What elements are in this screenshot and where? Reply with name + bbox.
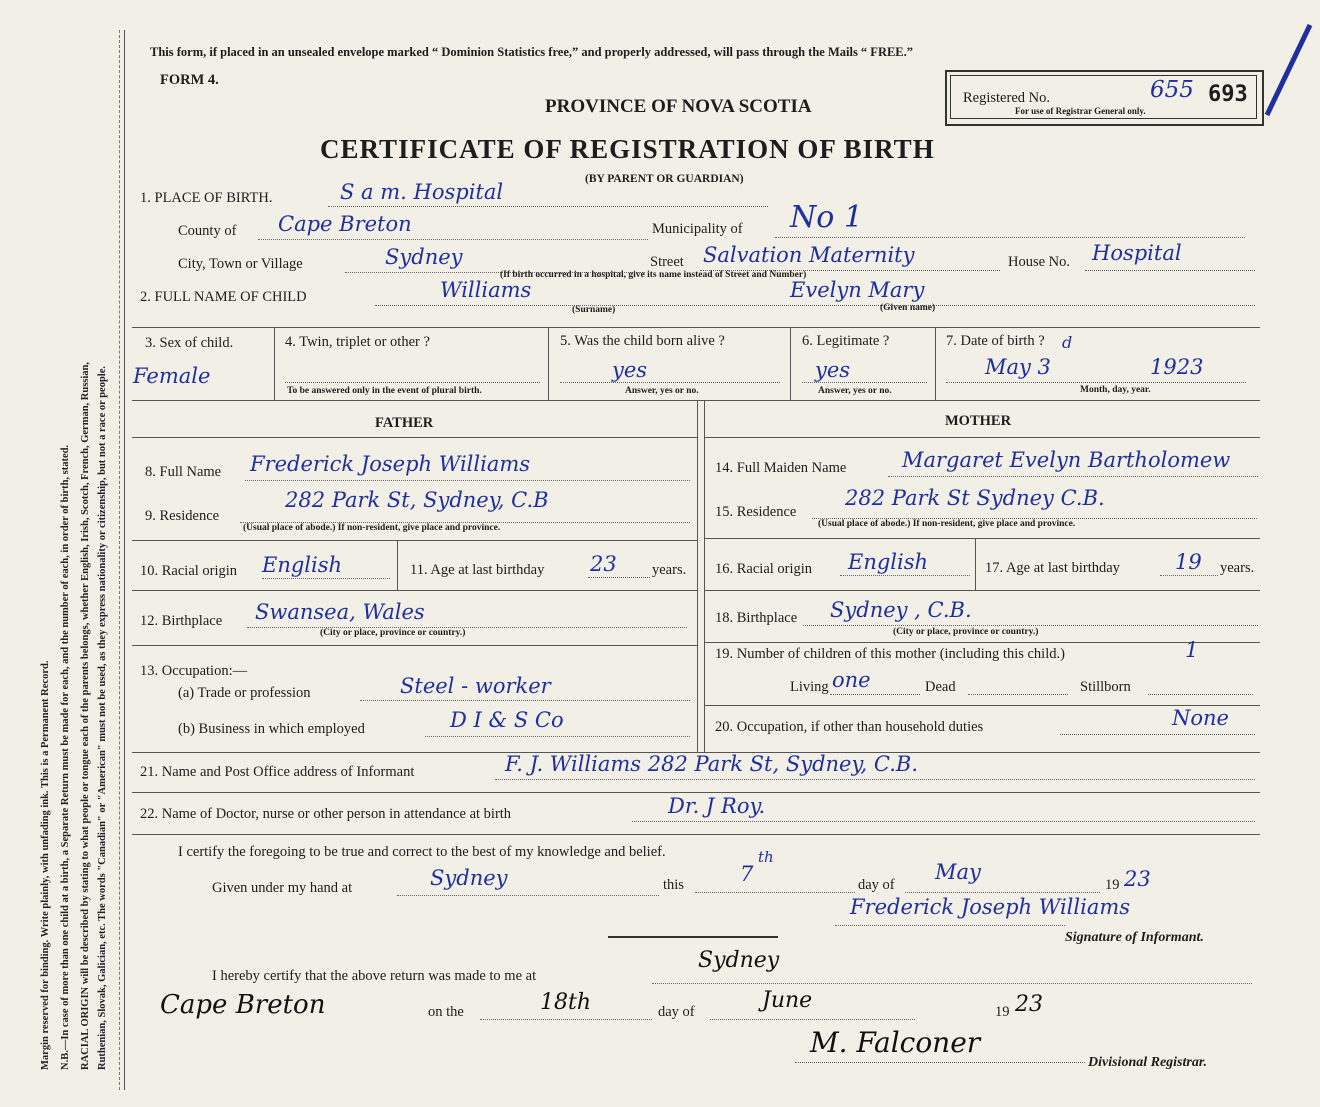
mother-age-value: 19 [1175, 550, 1202, 574]
col-divider-2 [548, 327, 549, 400]
given-day-suffix: th [758, 848, 774, 866]
children-count-value: 1 [1185, 638, 1199, 662]
parents-divider-b [704, 400, 705, 752]
mother-name-label: 14. Full Maiden Name [715, 460, 847, 476]
father-row-rule-3 [132, 645, 697, 646]
child-name-label: 2. FULL NAME OF CHILD [140, 289, 307, 305]
given-month-value: May [935, 860, 981, 884]
signature-caption: Signature of Informant. [1065, 930, 1204, 945]
registered-label: Registered No. [963, 90, 1050, 106]
county-label: County of [178, 223, 237, 239]
child-surname-value: Williams [440, 278, 532, 302]
twin-line [285, 382, 540, 383]
stillborn-line [1148, 694, 1253, 695]
mother-occupation-label: 20. Occupation, if other than household duties [715, 719, 984, 735]
sex-label: 3. Sex of child. [145, 335, 234, 351]
alive-note: Answer, yes or no. [625, 386, 699, 396]
father-age-label: 11. Age at last birthday [410, 562, 545, 578]
divisional-registrar-caption: Divisional Registrar. [1088, 1055, 1208, 1070]
alive-label: 5. Was the child born alive ? [560, 333, 725, 349]
place-of-birth-label: 1. PLACE OF BIRTH. [140, 190, 273, 206]
street-value: Salvation Maternity [703, 243, 915, 267]
table-top-border [132, 327, 1260, 328]
place-of-birth-line [328, 206, 768, 207]
mother-occupation-value: None [1172, 706, 1229, 730]
reg-year-value: 23 [1015, 992, 1043, 1017]
year-prefix-label: 19 [1105, 877, 1120, 893]
reg-day-value: 18th [540, 990, 592, 1015]
mother-abode-note: (Usual place of abode.) If non-resident, give place and province. [818, 519, 1076, 529]
mother-age-label: 17. Age at last birthday [985, 560, 1120, 576]
registrar-signature-line [795, 1062, 1085, 1063]
city-label: City, Town or Village [178, 256, 303, 272]
dob-line [946, 382, 1246, 383]
binding-margin-line [119, 30, 121, 1090]
given-day-value: 7 [740, 862, 754, 886]
father-race-label: 10. Racial origin [140, 563, 238, 579]
given-at-value: Sydney [430, 866, 508, 890]
father-birthplace-value: Swansea, Wales [255, 600, 425, 624]
this-label: this [663, 877, 684, 893]
hereby-statement: I hereby certify that the above return was made to me at [212, 968, 537, 984]
child-given-value: Evelyn Mary [790, 278, 925, 302]
dead-line [968, 694, 1068, 695]
house-label: House No. [1008, 254, 1071, 270]
given-month-line [905, 892, 1100, 893]
margin-note-2: N.B.—In case of more than one child at a birth, a Separate Return must be made for each, and the number of each, in order of birth, stated. [60, 444, 71, 1070]
dead-label: Dead [925, 679, 956, 695]
county-value: Cape Breton [278, 212, 412, 236]
col-divider-1 [274, 327, 275, 400]
father-race-line [262, 578, 390, 579]
margin-note-3: RACIAL ORIGIN will be described by stating to what people or tongue each of the parents belongs, whether English, Irish, Scotch, French, German, Russian, [80, 361, 91, 1070]
twin-note: To be answered only in the event of plural birth. [287, 386, 482, 396]
mother-header-rule [704, 437, 1260, 438]
col-divider-4 [935, 327, 936, 400]
municipality-label: Municipality of [652, 221, 743, 237]
mother-row-rule-2 [704, 590, 1260, 591]
registrar-county-value: Cape Breton [160, 990, 326, 1020]
mother-heading: MOTHER [945, 413, 1012, 429]
given-day-line [695, 892, 855, 893]
business-value: D I & S Co [450, 708, 564, 732]
house-line [1085, 270, 1255, 271]
father-birthplace-line [247, 627, 687, 628]
given-year-value: 23 [1124, 867, 1151, 891]
father-race-value: English [262, 553, 343, 577]
living-value: one [832, 668, 871, 692]
occupation-label: 13. Occupation:— [140, 663, 248, 679]
mother-years-label: years. [1220, 560, 1255, 576]
municipality-line [775, 237, 1245, 238]
dob-note: Month, day, year. [1080, 385, 1151, 395]
father-birthplace-label: 12. Birthplace [140, 613, 223, 629]
dob-month-day-value: May 3 [985, 355, 1051, 379]
reg-month-value: June [762, 988, 813, 1013]
row-rule-22 [132, 834, 1260, 835]
father-race-age-divider [397, 540, 398, 590]
parents-divider-a [697, 400, 698, 752]
father-name-label: 8. Full Name [145, 464, 222, 480]
father-abode-note: (Usual place of abode.) If non-resident, give place and province. [243, 523, 501, 533]
father-bp-note: (City or place, province or country.) [320, 628, 466, 638]
registrar-place-line [652, 983, 1252, 984]
father-row-rule-1 [132, 540, 697, 541]
twin-label: 4. Twin, triplet or other ? [285, 334, 430, 350]
municipality-value: No 1 [790, 200, 863, 235]
doctor-value: Dr. J Roy. [668, 794, 766, 818]
living-label: Living [790, 679, 829, 695]
children-count-label: 19. Number of children of this mother (including this child.) [715, 646, 1065, 662]
row-rule-21 [132, 792, 1260, 793]
mother-name-line [888, 476, 1258, 477]
legitimate-note: Answer, yes or no. [818, 386, 892, 396]
mother-race-value: English [848, 550, 929, 574]
year-prefix-label-2: 19 [995, 1004, 1010, 1020]
postal-note: This form, if placed in an unsealed envelope marked “ Dominion Statistics free,” and properly addressed, will pass through the Mails “ FREE.” [150, 45, 914, 59]
father-residence-label: 9. Residence [145, 508, 220, 524]
certificate-title: CERTIFICATE OF REGISTRATION OF BIRTH [320, 134, 935, 164]
registrar-place-value: Sydney [698, 948, 780, 973]
business-label: (b) Business in which employed [178, 721, 365, 737]
alive-value: yes [612, 358, 648, 382]
father-age-line [588, 577, 650, 578]
registered-number-handwritten: 655 [1150, 77, 1194, 103]
sex-value: Female [133, 364, 211, 388]
dob-suffix-value: d [1062, 333, 1073, 352]
mother-race-label: 16. Racial origin [715, 561, 813, 577]
informant-value: F. J. Williams 282 Park St, Sydney, C.B. [505, 752, 919, 776]
city-value: Sydney [385, 245, 463, 269]
mother-age-line [1160, 575, 1218, 576]
father-row-rule-2 [132, 590, 697, 591]
informant-signature: Frederick Joseph Williams [850, 895, 1131, 919]
house-value: Hospital [1092, 241, 1182, 265]
on-the-label: on the [428, 1004, 464, 1020]
registered-number-stamp: 693 [1208, 82, 1248, 107]
doctor-label: 22. Name of Doctor, nurse or other person in attendance at birth [140, 806, 512, 822]
street-label: Street [650, 254, 684, 270]
mother-birthplace-label: 18. Birthplace [715, 610, 798, 626]
mother-row-rule-3 [704, 642, 1260, 643]
street-note: (If birth occurred in a hospital, give its name instead of Street and Number) [500, 270, 807, 280]
child-name-line [375, 305, 1255, 306]
given-at-line [397, 895, 659, 896]
living-line [830, 694, 920, 695]
certificate-subtitle: (BY PARENT OR GUARDIAN) [585, 173, 744, 185]
trade-line [360, 700, 690, 701]
mother-name-value: Margaret Evelyn Bartholomew [902, 448, 1231, 472]
surname-caption: (Surname) [572, 305, 616, 315]
doctor-line [632, 821, 1255, 822]
province-heading: PROVINCE OF NOVA SCOTIA [545, 96, 812, 117]
father-name-value: Frederick Joseph Williams [250, 452, 531, 476]
given-under-label: Given under my hand at [212, 880, 353, 896]
father-name-line [245, 480, 690, 481]
dob-year-value: 1923 [1150, 355, 1204, 379]
col-divider-3 [790, 327, 791, 400]
reg-month-line [710, 1019, 915, 1020]
mother-occupation-line [1060, 734, 1255, 735]
mother-bp-note: (City or place, province or country.) [893, 627, 1039, 637]
mother-race-age-divider [975, 538, 976, 590]
registered-note: For use of Registrar General only. [1015, 106, 1146, 116]
mother-row-rule-1 [704, 538, 1260, 539]
margin-note-4: Ruthenian, Slovak, Galician, etc. The words "Canadian" or "American" must not be used, as they express nationality or citizenship, but not a race or people. [97, 365, 108, 1070]
separator-rule [608, 936, 778, 938]
trade-value: Steel - worker [400, 674, 551, 698]
county-line [258, 239, 648, 240]
mother-residence-label: 15. Residence [715, 504, 797, 520]
mother-race-line [840, 575, 970, 576]
father-heading: FATHER [375, 415, 434, 431]
day-of-label-2: day of [658, 1004, 695, 1020]
table-bottom-border [132, 400, 1260, 401]
alive-line [560, 382, 780, 383]
mother-residence-value: 282 Park St Sydney C.B. [845, 486, 1105, 510]
day-of-label: day of [858, 877, 895, 893]
father-years-label: years. [652, 562, 687, 578]
certify-statement: I certify the foregoing to be true and correct to the best of my knowledge and belief. [178, 844, 666, 860]
legitimate-label: 6. Legitimate ? [802, 333, 890, 349]
form-number: FORM 4. [160, 72, 219, 88]
stillborn-label: Stillborn [1080, 679, 1131, 695]
father-residence-value: 282 Park St, Sydney, C.B [285, 488, 549, 512]
father-age-value: 23 [590, 552, 617, 576]
father-header-rule [132, 437, 697, 438]
trade-label: (a) Trade or profession [178, 685, 311, 701]
legitimate-line [802, 382, 927, 383]
informant-label: 21. Name and Post Office address of Informant [140, 764, 415, 780]
reg-day-line [480, 1019, 652, 1020]
place-of-birth-value: S a m. Hospital [340, 180, 504, 204]
informant-line [495, 779, 1255, 780]
given-caption: (Given name) [880, 303, 936, 313]
margin-note-1: Margin reserved for binding. Write plainly, with unfading ink. This is a Permanent Record. [40, 660, 51, 1070]
mother-birthplace-line [803, 625, 1258, 626]
ink-stroke-mark [1255, 20, 1315, 120]
form-left-border [124, 30, 125, 1090]
legitimate-value: yes [815, 358, 851, 382]
mother-birthplace-value: Sydney , C.B. [830, 598, 972, 622]
informant-signature-line [835, 925, 1065, 926]
business-line [425, 736, 690, 737]
dob-label: 7. Date of birth ? [946, 333, 1045, 349]
registrar-signature: M. Falconer [810, 1026, 981, 1059]
